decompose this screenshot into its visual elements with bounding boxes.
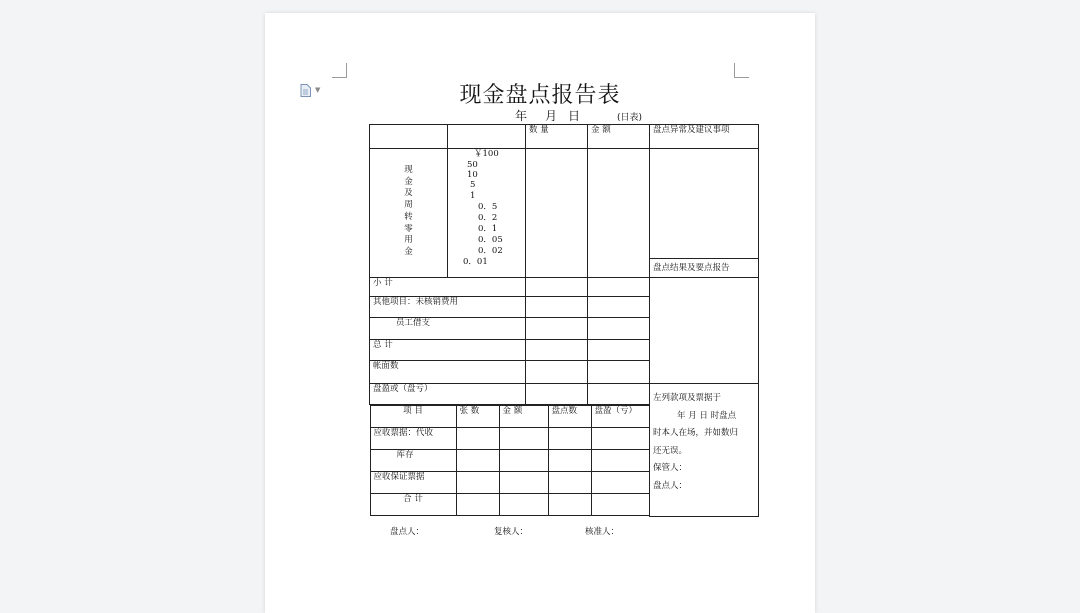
value-cell — [591, 428, 650, 450]
header-amount: 金 额 — [588, 125, 650, 149]
other-items-label: 其他项目：未核销费用 — [370, 297, 526, 318]
cash-label-char: 周 — [404, 200, 413, 211]
value-cell — [499, 428, 548, 450]
header-quantity: 数 量 — [526, 125, 588, 149]
cash-count-table — [369, 124, 759, 517]
value-cell — [588, 318, 650, 340]
value-cell — [526, 340, 588, 361]
subtotal-label: 小 计 — [370, 278, 526, 297]
note-line: 时本人在场，并如数归 — [653, 428, 739, 438]
header-blank-cell — [448, 125, 526, 149]
date-year: 年 — [515, 109, 528, 123]
value-cell — [526, 297, 588, 318]
value-cell — [526, 318, 588, 340]
denomination: ￥100 — [474, 149, 499, 159]
value-cell — [591, 450, 650, 472]
document-title: 现金盘点报告表 — [459, 83, 621, 108]
cash-label-char: 转 — [404, 211, 413, 222]
amount-cell — [588, 149, 650, 278]
chevron-down-icon[interactable]: ▼ — [315, 86, 321, 94]
cash-label-char: 现 — [404, 165, 413, 175]
value-cell — [588, 297, 650, 318]
value-cell — [499, 450, 548, 472]
header-exceptions: 盘点异常及建议事项 — [650, 125, 759, 149]
result-label: 盘点结果及要点报告 — [650, 259, 759, 278]
employee-advance-label: 员工借支 — [370, 318, 526, 340]
value-cell — [548, 450, 591, 472]
denomination: 50 — [467, 160, 478, 170]
cash-label-char: 金 — [404, 246, 413, 257]
cash-label-char: 金 — [404, 176, 413, 187]
sub-header: 张 数 — [456, 406, 499, 428]
value-cell — [456, 450, 499, 472]
value-cell — [526, 361, 588, 384]
sub-header: 金 额 — [499, 406, 548, 428]
exceptions-cell — [650, 149, 759, 259]
cash-label-char: 及 — [404, 188, 413, 199]
value-cell — [588, 384, 650, 405]
notes-receivable-table — [370, 405, 650, 516]
sub-header: 盘盈（亏） — [591, 406, 650, 428]
denomination: 0．5 — [478, 202, 498, 212]
value-cell — [548, 494, 591, 516]
denomination: 0．01 — [463, 257, 488, 267]
value-cell — [456, 472, 499, 494]
denominations-cell — [448, 149, 526, 278]
value-cell — [548, 472, 591, 494]
denomination: 0．02 — [478, 246, 503, 256]
margin-mark-top-right — [734, 63, 749, 78]
sub-row-label: 库存 — [370, 450, 456, 472]
cash-label-char: 零 — [404, 223, 413, 234]
value-cell — [526, 278, 588, 297]
total-label: 总 计 — [370, 340, 526, 361]
margin-mark-top-left — [332, 63, 347, 78]
value-cell — [588, 278, 650, 297]
sub-header: 盘点数 — [548, 406, 591, 428]
footer-reviewer: 复核人： — [494, 527, 529, 537]
footer-approver: 核准人： — [585, 527, 620, 537]
denomination: 10 — [467, 170, 478, 180]
sub-row-label: 应收保证票据 — [370, 472, 456, 494]
date-month: 月 — [545, 109, 558, 123]
result-cell — [650, 278, 759, 384]
quantity-cell — [526, 149, 588, 278]
surplus-deficit-label: 盘盈或（盘亏） — [370, 384, 526, 405]
value-cell — [591, 472, 650, 494]
value-cell — [588, 340, 650, 361]
denomination: 0．05 — [478, 235, 503, 245]
date-note: (日表) — [617, 113, 643, 123]
custodian-label: 保管人： — [653, 463, 688, 473]
value-cell — [588, 361, 650, 384]
book-amount-label: 帐面数 — [370, 361, 526, 384]
value-cell — [499, 494, 548, 516]
date-day: 日 — [568, 109, 581, 123]
denomination: 5 — [470, 180, 476, 190]
denomination: 0．1 — [478, 224, 498, 234]
sub-table-cell — [370, 405, 650, 517]
footer-counter: 盘点人： — [390, 527, 425, 537]
counter-label: 盘点人： — [653, 480, 688, 491]
note-line: 还无误。 — [653, 445, 688, 456]
sub-row-label: 应收票据：代收 — [370, 428, 456, 450]
value-cell — [456, 428, 499, 450]
value-cell — [499, 472, 548, 494]
value-cell — [591, 494, 650, 516]
cash-label-char: 用 — [404, 235, 413, 246]
note-line: 左列款项及票据于 — [653, 393, 722, 403]
confirmation-notes — [650, 384, 759, 517]
cash-label — [370, 149, 448, 278]
sub-row-label: 合 计 — [370, 494, 456, 516]
sub-header: 项 目 — [370, 406, 456, 428]
value-cell — [526, 384, 588, 405]
value-cell — [456, 494, 499, 516]
value-cell — [548, 428, 591, 450]
header-blank-cell — [370, 125, 448, 149]
denomination: 0．2 — [478, 213, 498, 223]
denomination: 1 — [470, 191, 476, 201]
note-line: 年 月 日 时盘点 — [677, 410, 737, 421]
